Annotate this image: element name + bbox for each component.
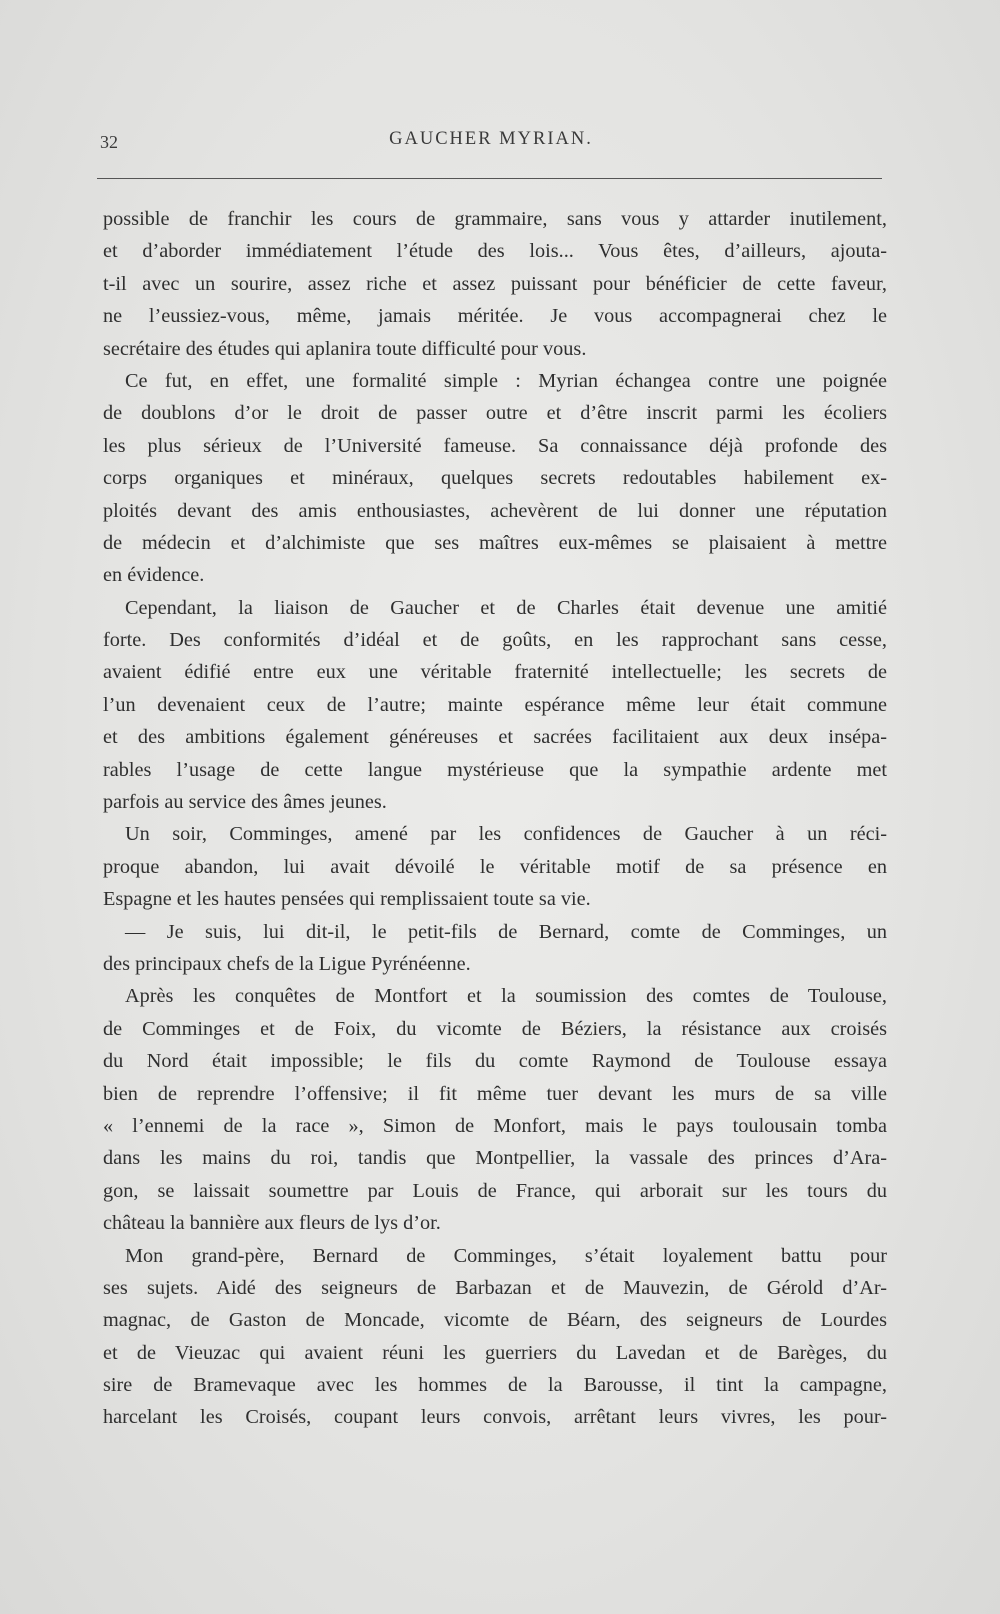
text-line: gon, se laissait soumettre par Louis de France, qui arborait sur les tours du bbox=[103, 1179, 887, 1202]
text-line: Mon grand-père, Bernard de Comminges, s’était loyalement battu pour bbox=[125, 1244, 887, 1267]
text-line: ne l’eussiez-vous, même, jamais méritée. Je vous accompagnerai chez le bbox=[103, 305, 887, 328]
text-line: ploités devant des amis enthousiastes, achevèrent de lui donner une réputation bbox=[103, 499, 887, 522]
text-line: corps organiques et minéraux, quelques secrets redoutables habilement ex- bbox=[103, 467, 887, 490]
text-line: et d’aborder immédiatement l’étude des lois... Vous êtes, d’ailleurs, ajouta- bbox=[103, 240, 887, 263]
page-number: 32 bbox=[100, 132, 118, 152]
running-head bbox=[100, 129, 882, 159]
text-line: de doublons d’or le droit de passer outre et d’être inscrit parmi les écoliers bbox=[103, 402, 887, 425]
text-line: les plus sérieux de l’Université fameuse. Sa connaissance déjà profonde des bbox=[103, 434, 887, 457]
text-line: et des ambitions également généreuses et sacrées facilitaient aux deux insépa- bbox=[103, 726, 887, 749]
text-line: t-il avec un sourire, assez riche et assez puissant pour bénéficier de cette faveur, bbox=[103, 272, 887, 295]
text-line: et de Vieuzac qui avaient réuni les guerriers du Lavedan et de Barèges, du bbox=[103, 1341, 887, 1364]
text-line: forte. Des conformités d’idéal et de goûts, en les rapprochant sans cesse, bbox=[103, 629, 887, 652]
text-line: rables l’usage de cette langue mystérieuse que la sympathie ardente met bbox=[103, 758, 887, 781]
running-title: GAUCHER MYRIAN. bbox=[389, 129, 593, 149]
text-line: des principaux chefs de la Ligue Pyrénéenne. bbox=[103, 952, 471, 975]
text-line: secrétaire des études qui aplanira toute difficulté pour vous. bbox=[103, 337, 587, 360]
text-line: Après les conquêtes de Montfort et la soumission des comtes de Toulouse, bbox=[125, 985, 887, 1008]
text-line: parfois au service des âmes jeunes. bbox=[103, 791, 387, 814]
text-line: Un soir, Comminges, amené par les confidences de Gaucher à un réci- bbox=[125, 823, 887, 846]
text-line: Espagne et les hautes pensées qui remplissaient toute sa vie. bbox=[103, 888, 591, 911]
text-line: en évidence. bbox=[103, 564, 205, 587]
text-line: proque abandon, lui avait dévoilé le véritable motif de sa présence en bbox=[103, 855, 887, 878]
text-line: dans les mains du roi, tandis que Montpellier, la vassale des princes d’Ara- bbox=[103, 1147, 887, 1170]
text-line: magnac, de Gaston de Moncade, vicomte de Béarn, des seigneurs de Lourdes bbox=[103, 1309, 887, 1332]
text-line: Ce fut, en effet, une formalité simple : Myrian échangea contre une poignée bbox=[125, 369, 887, 392]
text-line: Cependant, la liaison de Gaucher et de Charles était devenue une amitié bbox=[125, 596, 887, 619]
text-line: de médecin et d’alchimiste que ses maîtres eux-mêmes se plaisaient à mettre bbox=[103, 531, 887, 554]
text-line: sire de Bramevaque avec les hommes de la Barousse, il tint la campagne, bbox=[103, 1374, 887, 1397]
text-line: harcelant les Croisés, coupant leurs convois, arrêtant leurs vivres, les pour- bbox=[103, 1406, 887, 1429]
text-line: château la bannière aux fleurs de lys d’or. bbox=[103, 1212, 441, 1235]
text-line: possible de franchir les cours de grammaire, sans vous y attarder inutilement, bbox=[103, 208, 887, 230]
text-line: avaient édifié entre eux une véritable fraternité intellectuelle; les secrets de bbox=[103, 661, 887, 684]
body-text bbox=[103, 203, 887, 1434]
text-line: du Nord était impossible; le fils du comte Raymond de Toulouse essaya bbox=[103, 1050, 887, 1073]
text-line: bien de reprendre l’offensive; il fit même tuer devant les murs de sa ville bbox=[103, 1082, 887, 1105]
text-line: — Je suis, lui dit-il, le petit-fils de Bernard, comte de Comminges, un bbox=[125, 920, 887, 943]
text-line: « l’ennemi de la race », Simon de Monfort, mais le pays toulousain tomba bbox=[103, 1114, 887, 1137]
text-line: de Comminges et de Foix, du vicomte de Béziers, la résistance aux croisés bbox=[103, 1017, 887, 1040]
header-rule bbox=[97, 178, 882, 179]
text-line: l’un devenaient ceux de l’autre; mainte espérance même leur était commune bbox=[103, 693, 887, 716]
text-line: ses sujets. Aidé des seigneurs de Barbazan et de Mauvezin, de Gérold d’Ar- bbox=[103, 1276, 887, 1299]
